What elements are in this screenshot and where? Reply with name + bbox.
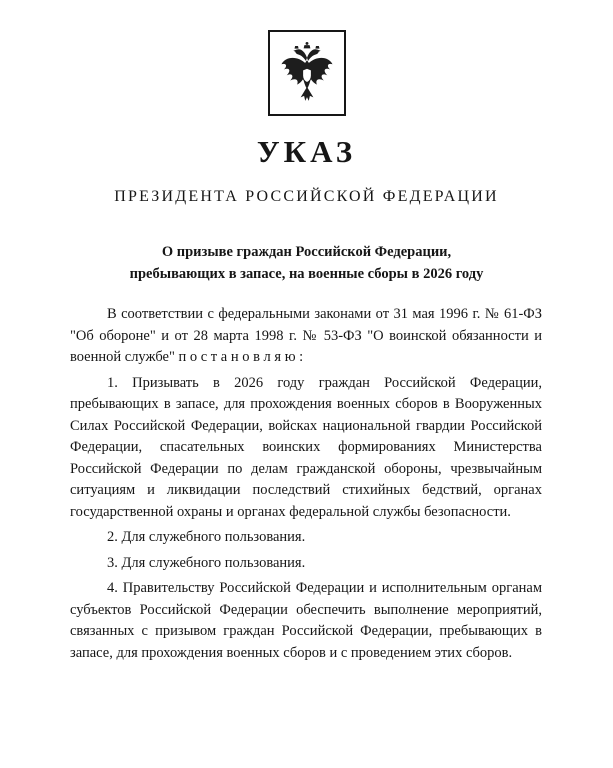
decree-paragraph-item-1: 1. Призывать в 2026 году граждан Российской Федерации, пребывающих в запасе, для прохождения военных сборов в Вооруженных Силах Российской Федерации, войсках национальной гвардии Российской Федерации, спасательных воинских формированиях Министерства Российской Федерации по делам гражданской обороны, чрезвычайным ситуациям и ликвидации последствий стихийных бедствий, органах государственной охраны и органах федеральной службы безопасности. [70, 374, 542, 520]
decree-paragraph-preamble: В соответствии с федеральными законами от 31 мая 1996 г. № 61-ФЗ "Об обороне" и от 28 марта 1998 г. № 53-ФЗ "О воинской обязанности и военной службе" п о с т а н о в л я ю : [70, 306, 542, 365]
russian-coat-of-arms-icon [278, 40, 336, 106]
decree-title: УКАЗ [256, 134, 357, 169]
decree-body [70, 304, 542, 668]
decree-paragraph-item-3: 3. Для служебного пользования. [107, 554, 306, 571]
decree-subtitle: ПРЕЗИДЕНТА РОССИЙСКОЙ ФЕДЕРАЦИИ [114, 188, 499, 205]
decree-paragraph-item-2: 2. Для служебного пользования. [107, 529, 306, 545]
decree-subject-line-2: пребывающих в запасе, на военные сборы в 2026 году [129, 266, 484, 282]
decree-paragraph-item-4: 4. Правительству Российской Федерации и исполнительным органам субъектов Российской Федерации обеспечить выполнение мероприятий, связанных с призывом граждан Российской Федерации, пребывающих в запасе, для прохождения военных сборов и с проведением этих сборов. [70, 580, 542, 661]
decree-subject-line-1: О призыве граждан Российской Федерации, [161, 244, 452, 260]
decree-subject [70, 241, 543, 285]
coat-of-arms-frame [268, 30, 346, 116]
